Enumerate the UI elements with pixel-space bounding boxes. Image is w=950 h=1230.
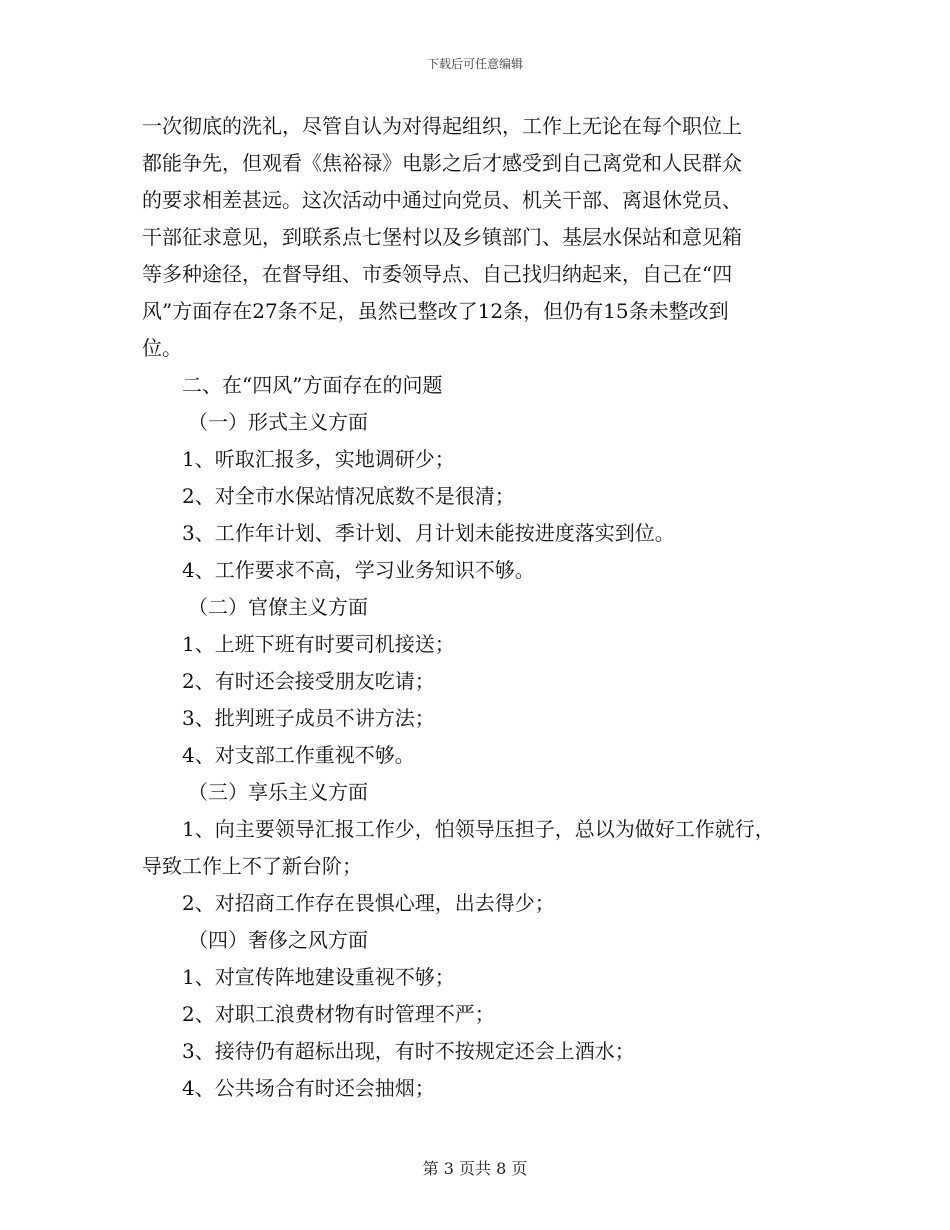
list-item: 4、工作要求不高，学习业务知识不够。 (182, 558, 535, 582)
list-item: 1、对宣传阵地建设重视不够； (182, 965, 455, 989)
list-item: 1、听取汇报多，实地调研少； (182, 447, 455, 471)
list-item: 2、对招商工作存在畏惧心理，出去得少； (182, 891, 555, 915)
list-item: 3、接待仍有超标出现，有时不按规定还会上酒水； (182, 1039, 635, 1063)
list-item: 1、上班下班有时要司机接送； (182, 632, 455, 656)
list-item: 3、批判班子成员不讲方法； (182, 706, 435, 730)
paragraph-line: 风”方面存在27条不足，虽然已整改了12条，但仍有15条未整改到 (142, 299, 729, 323)
subsection-heading: （二）官僚主义方面 (188, 595, 368, 619)
list-item: 2、有时还会接受朋友吃请； (182, 669, 435, 693)
subsection-heading: （三）享乐主义方面 (188, 780, 368, 804)
paragraph-line: 的要求相差甚远。这次活动中通过向党员、机关干部、离退休党员、 (142, 188, 742, 212)
page-header: 下载后可任意编辑 (426, 57, 523, 71)
paragraph-line: 都能争先，但观看《焦裕禄》电影之后才感受到自己离党和人民群众 (142, 151, 742, 175)
list-item: 2、对职工浪费材物有时管理不严； (182, 1002, 495, 1026)
list-item: 4、公共场合有时还会抽烟； (182, 1076, 435, 1100)
paragraph-line: 位。 (142, 336, 182, 360)
page-footer: 第 3 页共 8 页 (422, 1159, 528, 1178)
document-body (142, 108, 822, 1107)
list-item-continuation: 导致工作上不了新台阶； (142, 854, 362, 878)
list-item: 3、工作年计划、季计划、月计划未能按进度落实到位。 (182, 521, 675, 545)
subsection-heading: （四）奢侈之风方面 (188, 928, 368, 952)
subsection-heading: （一）形式主义方面 (188, 410, 368, 434)
paragraph-line: 一次彻底的洗礼，尽管自认为对得起组织，工作上无论在每个职位上 (142, 114, 742, 138)
paragraph-line: 干部征求意见，到联系点七堡村以及乡镇部门、基层水保站和意见箱 (142, 225, 742, 249)
paragraph-line: 等多种途径，在督导组、市委领导点、自己找归纳起来，自己在“四 (142, 262, 733, 286)
list-item: 4、对支部工作重视不够。 (182, 743, 415, 767)
section-heading: 二、在“四风”方面存在的问题 (182, 373, 443, 397)
list-item: 1、向主要领导汇报工作少，怕领导压担子，总以为做好工作就行， (182, 817, 775, 841)
list-item: 2、对全市水保站情况底数不是很清； (182, 484, 515, 508)
